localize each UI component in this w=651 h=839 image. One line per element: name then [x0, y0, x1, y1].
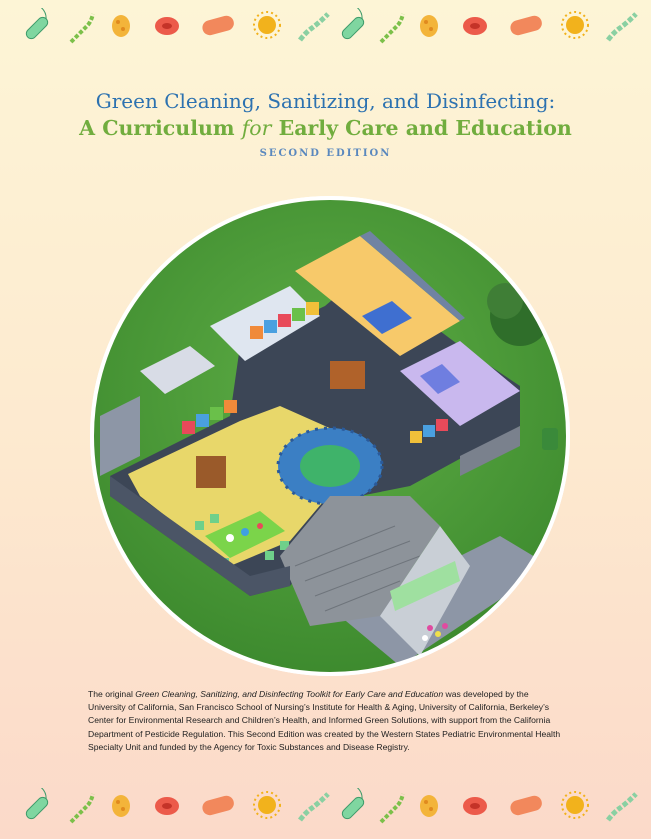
orange-coccus-germ-icon: [416, 8, 442, 42]
green-rod-germ-icon: [334, 8, 372, 48]
title-block: [0, 88, 651, 159]
title-part-2: Early Care and Education: [271, 116, 572, 140]
toy-shelf: [330, 361, 365, 389]
orange-coccus-germ-icon: [416, 788, 442, 822]
green-spiral-germ-icon: [66, 788, 96, 828]
red-cell-germ-icon: [458, 788, 492, 822]
red-cell-germ-icon: [458, 8, 492, 42]
classroom-illustration: [80, 196, 580, 676]
green-rod-germ-icon: [18, 8, 56, 48]
description-prefix: The original: [88, 689, 136, 699]
germ-border-top: [0, 8, 651, 58]
title-line-2: [0, 114, 651, 142]
red-cell-germ-icon: [150, 8, 184, 42]
title-for: for: [241, 116, 272, 140]
yellow-virus-germ-icon: [558, 788, 592, 822]
toolkit-title: Green Cleaning, Sanitizing, and Disinfecting Toolkit for Early Care and Education: [135, 689, 444, 699]
germ-border-bottom: [0, 788, 651, 838]
yellow-virus-germ-icon: [250, 788, 284, 822]
orange-coccus-germ-icon: [108, 8, 134, 42]
green-spiral-germ-icon: [66, 8, 96, 48]
description-paragraph: [88, 688, 564, 754]
edition-label: SECOND EDITION: [259, 148, 392, 159]
description-body: was developed by the University of California, San Francisco School of Nursing’s Institute for Health & Aging, University of California, Berkeley’s Center for Environmental Research and Children’s Health, and Informed Green Solutions, with support from the California Department of Pesticide Regulation. This Second Edition was created by the Western States Pediatric Environmental Health Specialty Unit and funded by the Agency for Toxic Substances and Disease Registry.: [88, 689, 561, 752]
yellow-virus-germ-icon: [558, 8, 592, 42]
peach-bacillus-germ-icon: [198, 8, 238, 42]
trash-can: [542, 428, 558, 450]
green-rod-germ-icon: [18, 788, 56, 828]
rug-center: [300, 445, 360, 487]
green-rod-germ-icon: [334, 788, 372, 828]
green-spiral-germ-icon: [296, 788, 332, 824]
orange-coccus-germ-icon: [108, 788, 134, 822]
yellow-virus-germ-icon: [250, 8, 284, 42]
green-spiral-germ-icon: [604, 8, 640, 44]
title-line-1: Green Cleaning, Sanitizing, and Disinfecting:: [95, 89, 556, 113]
peach-bacillus-germ-icon: [506, 788, 546, 822]
peach-bacillus-germ-icon: [506, 8, 546, 42]
peach-bacillus-germ-icon: [198, 788, 238, 822]
green-spiral-germ-icon: [604, 788, 640, 824]
green-spiral-germ-icon: [376, 8, 406, 48]
book-shelf: [196, 456, 226, 488]
green-spiral-germ-icon: [376, 788, 406, 828]
title-part-1: A Curriculum: [79, 116, 242, 140]
red-cell-germ-icon: [150, 788, 184, 822]
green-spiral-germ-icon: [296, 8, 332, 44]
